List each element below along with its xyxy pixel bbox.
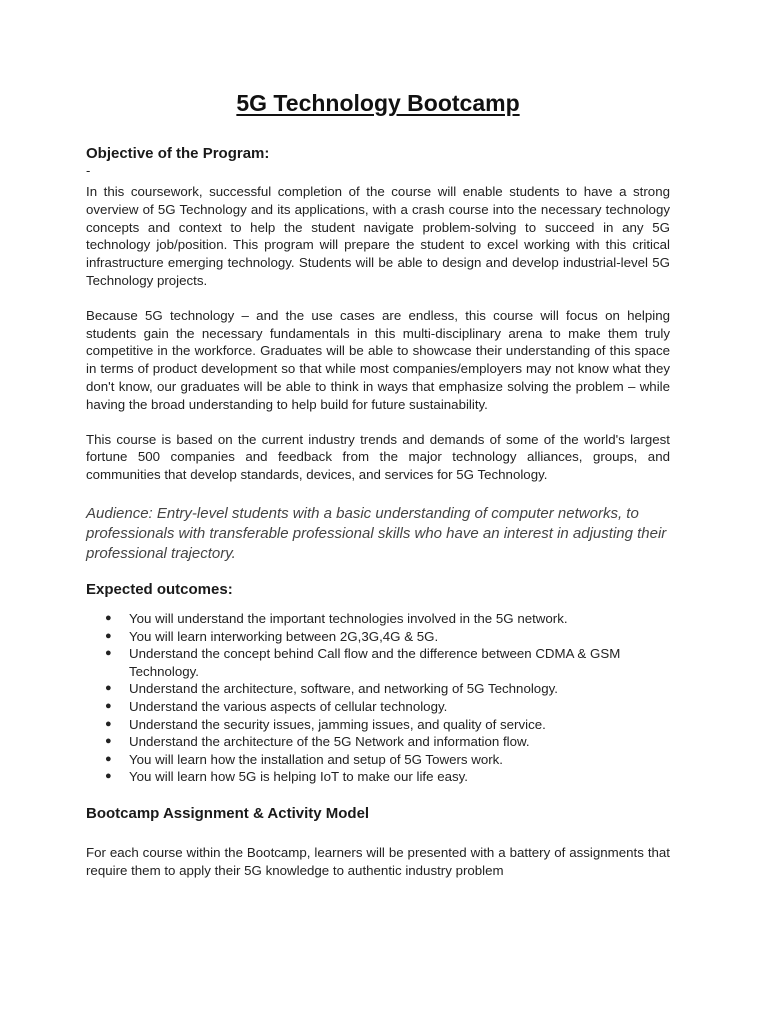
- list-item: [86, 698, 670, 716]
- audience-statement: Audience: Entry-level students with a basic understanding of computer networks, to professionals with transferable professional skills who have an interest in adjusting their professional trajectory.: [86, 504, 667, 562]
- bullet-icon: ●: [105, 717, 112, 730]
- list-item-text: You will understand the important technologies involved in the 5G network.: [129, 610, 568, 626]
- bullet-icon: ●: [105, 611, 112, 624]
- objective-paragraph-1: In this coursework, successful completion of the course will enable students to have a strong overview of 5G Technology and its applications, with a crash course into the necessary technology concepts and context to help the student navigate problem-solving to succeed in any 5G technology job/position. This program will prepare the student to excel working with this critical infrastructure emerging technology. Students will be able to design and develop industrial-level 5G Technology projects.: [86, 184, 670, 288]
- list-item-text: Understand the security issues, jamming issues, and quality of service.: [129, 716, 546, 732]
- list-item-text: Understand the concept behind Call flow and the difference between CDMA & GSM Technology.: [129, 646, 621, 679]
- bullet-icon: ●: [105, 629, 112, 642]
- list-item: [86, 610, 670, 628]
- bullet-icon: ●: [105, 735, 112, 748]
- bullet-icon: ●: [105, 647, 112, 660]
- bullet-icon: ●: [105, 699, 112, 712]
- list-item-text: Understand the architecture, software, and networking of 5G Technology.: [129, 681, 558, 697]
- bullet-icon: ●: [105, 770, 112, 783]
- document-page: [86, 88, 670, 879]
- document-title: 5G Technology Bootcamp: [236, 90, 520, 116]
- objective-paragraph-2: Because 5G technology – and the use cases are endless, this course will focus on helping students gain the necessary fundamentals in this multi-disciplinary arena to make them truly competitive in the workforce. Graduates will be able to showcase their understanding of this space in terms of product development so that while most companies/employers may not know what they don't know, our graduates will be able to think in ways that emphasize solving the problem – while having the broad understanding to help build for future sustainability.: [86, 307, 670, 412]
- list-item: [86, 680, 670, 698]
- bullet-icon: ●: [105, 752, 112, 765]
- bullet-icon: ●: [105, 682, 112, 695]
- assignment-paragraph: For each course within the Bootcamp, learners will be presented with a battery of assignments that require them to apply their 5G knowledge to authentic industry problem: [86, 844, 670, 878]
- list-item-text: You will learn how the installation and setup of 5G Towers work.: [129, 751, 504, 767]
- objective-heading: Objective of the Program:: [86, 145, 270, 162]
- assignment-heading: Bootcamp Assignment & Activity Model: [86, 804, 370, 822]
- outcomes-list: [86, 610, 670, 786]
- list-item: [86, 628, 670, 646]
- list-item: [86, 751, 670, 769]
- objective-paragraph-3: This course is based on the current industry trends and demands of some of the world's largest fortune 500 companies and feedback from the major technology alliances, groups, and communities that develop standards, devices, and services for 5G Technology.: [86, 431, 670, 483]
- outcomes-heading: Expected outcomes:: [86, 580, 233, 598]
- list-item-text: You will learn interworking between 2G,3G,4G & 5G.: [129, 628, 439, 644]
- list-item: [86, 733, 670, 751]
- list-item-text: You will learn how 5G is helping IoT to make our life easy.: [129, 769, 469, 785]
- list-item-text: Understand the architecture of the 5G Network and information flow.: [129, 734, 530, 750]
- list-item: [86, 768, 670, 786]
- list-item: [86, 716, 670, 734]
- objective-dash: -: [86, 163, 91, 178]
- list-item-text: Understand the various aspects of cellular technology.: [129, 698, 448, 714]
- list-item: [86, 645, 670, 680]
